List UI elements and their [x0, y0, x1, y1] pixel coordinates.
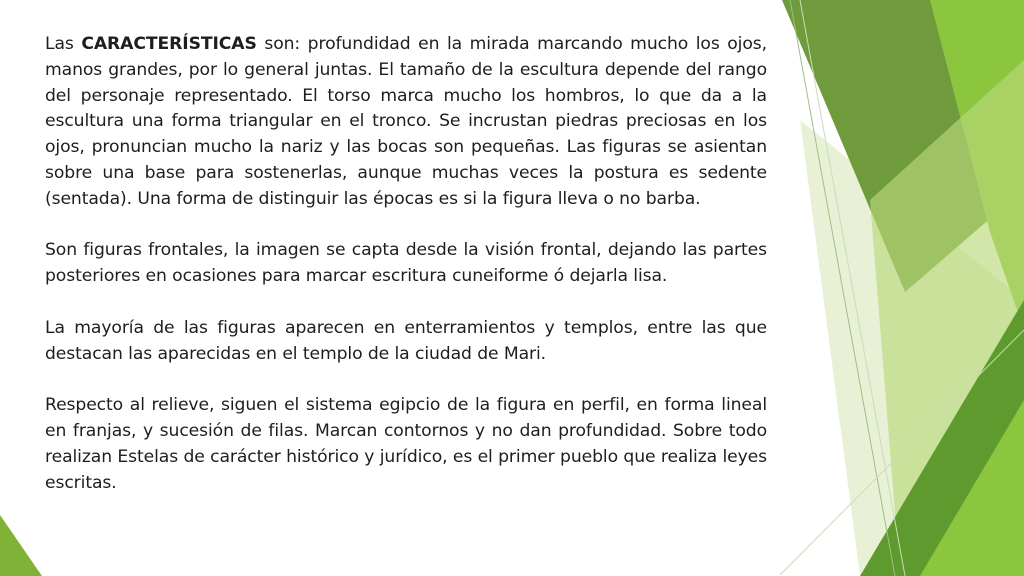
paragraph-frontal-figures: Son figuras frontales, la imagen se capta desde la visión frontal, dejando las partes posteriores en ocasiones para marcar escritura cuneiforme ó dejarla lisa. [45, 240, 767, 287]
characteristics-term: CARACTERÍSTICAS [81, 34, 257, 54]
paragraph-1-lead: Las [45, 34, 82, 54]
paragraph-1-text: son: profundidad en la mirada marcando mucho los ojos, manos grandes, por lo general juntas. El tamaño de la escultura depende del rango del personaje representado. El torso marca mucho los hombros, lo que da a la escultura una forma triangular en el tronco. Se incrustan piedras preciosas en los ojos, pronuncian mucho la nariz y las bocas son pequeñas. Las figuras se asientan sobre una base para sostenerlas, aunque muchas veces la postura es sedente (sentada). Una forma de distinguir las épocas es si la figura lleva o no barba. [45, 34, 767, 209]
paragraph-burials-temples: La mayoría de las figuras aparecen en enterramientos y templos, entre las que destacan las aparecidas en el templo de la ciudad de Mari. [45, 317, 767, 364]
paragraph-characteristics [45, 32, 767, 213]
facet-bottom-left [0, 515, 42, 576]
slide-body [45, 32, 767, 496]
paragraph-relief: Respecto al relieve, siguen el sistema egipcio de la figura en perfil, en forma lineal en franjas, y sucesión de filas. Marcan contornos y no dan profundidad. Sobre todo realizan Estelas de carácter histórico y jurídico, es el primer pueblo que realiza leyes escritas. [45, 395, 767, 493]
